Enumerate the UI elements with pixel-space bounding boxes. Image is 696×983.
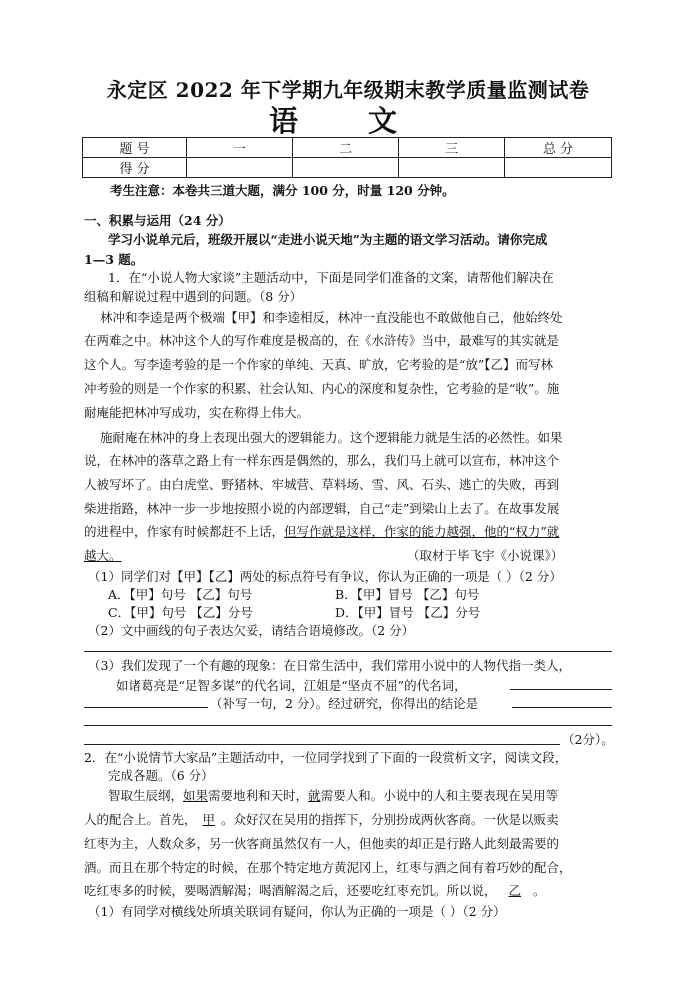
passage-line: 人被写坏了。由白虎堂、野猪林、牢城营、草料场、雪、风、石头、逃亡的失败，再到 bbox=[84, 477, 560, 492]
score-cell bbox=[399, 158, 505, 178]
option-a: A．【甲】句号 【乙】句号 bbox=[108, 587, 253, 602]
passage-line: 红枣为主，人数众多，另一伙客商虽然仅有一人，但他卖的却正是行路人此刻最需要的 bbox=[84, 836, 560, 851]
exam-notice: 考生注意：本卷共三道大题，满分 100 分，时量 120 分钟。 bbox=[110, 183, 455, 198]
score-cell bbox=[292, 158, 399, 178]
passage-line: 在两难之中。林冲这个人的写作难度是极高的，在《水浒传》当中，最难写的其实就是 bbox=[84, 333, 560, 348]
section-intro: 1—3 题。 bbox=[84, 252, 144, 267]
passage-text: 智取生辰纲， bbox=[108, 788, 184, 803]
question-1-1: （1）同学们对【甲】【乙】两处的标点符号有争议，你认为正确的一项是（ ）（2 分） bbox=[88, 569, 562, 584]
passage-line bbox=[84, 881, 546, 899]
question-1-3: 如诸葛亮是“足智多谋”的代名词，江姐是“坚贞不屈”的代名词， bbox=[116, 678, 467, 693]
option-b: B．【甲】冒号 【乙】句号 bbox=[335, 587, 480, 602]
passage-line: 酒。而且在那个特定的时候，在那个特定地方黄泥冈上，红枣与酒之间有着巧妙的配合， bbox=[84, 860, 572, 875]
question-1-stem: 1．在“小说人物大家谈”主题活动中，下面是同学们准备的文案，请帮他们解决在 bbox=[108, 270, 554, 285]
answer-line[interactable] bbox=[84, 725, 612, 726]
passage-text: 人的配合上。首先， bbox=[84, 812, 197, 827]
score-cell: 二 bbox=[292, 138, 399, 158]
passage-line: 耐庵能把林冲写成功，实在称得上伟大。 bbox=[84, 405, 310, 420]
passage-line bbox=[84, 810, 559, 828]
question-1-3-score: （2分）。 bbox=[562, 732, 614, 747]
score-cell: 一 bbox=[186, 138, 292, 158]
passage-text: 需要地利和天时， bbox=[208, 788, 309, 803]
score-cell bbox=[505, 158, 612, 178]
section-intro: 学习小说单元后，班级开展以“走进小说天地”为主题的语文学习活动。请你完成 bbox=[108, 232, 548, 247]
passage-line: 说，在林冲的落草之路上有一样东西是偶然的，那么，我们马上就可以宣布，林冲这个 bbox=[84, 453, 560, 468]
question-1-3: （补写一句，2 分）。经过研究，你得出的结论是 bbox=[210, 696, 479, 711]
underlined-word: 就 bbox=[308, 788, 321, 803]
option-d: D．【甲】冒号 【乙】分号 bbox=[335, 605, 481, 620]
exam-title: 永定区 2022 年下学期九年级期末教学质量监测试卷 bbox=[106, 78, 590, 102]
question-1-2: （2）文中画线的句子表达欠妥，请结合语境修改。（2 分） bbox=[88, 623, 415, 638]
option-c: C．【甲】句号 【乙】分号 bbox=[108, 605, 253, 620]
question-2-1: （1）有同学对横线处所填关联词有疑问，你认为正确的一项是（ ）（2 分） bbox=[88, 904, 506, 919]
answer-blank[interactable] bbox=[510, 689, 612, 690]
passage-source: （取材于毕飞宇《小说课》） bbox=[407, 548, 564, 563]
score-cell: 得 分 bbox=[83, 158, 187, 178]
answer-line[interactable] bbox=[84, 651, 612, 652]
subject-title: 语 文 bbox=[268, 104, 428, 138]
score-table-header-row bbox=[83, 138, 612, 158]
question-1-stem: 组稿和解说过程中遇到的问题。（8 分） bbox=[84, 289, 303, 304]
question-2-stem: 完成各题。（6 分） bbox=[108, 768, 214, 783]
passage-line: 冲考验的则是一个作家的积累、社会认知、内心的深度和复杂性，它考验的是“收”。施 bbox=[84, 381, 560, 396]
passage-text: 。众好汉在吴用的指挥下，分别扮成两伙客商。一伙是以贩卖 bbox=[221, 812, 559, 827]
question-1-3: （3）我们发现了一个有趣的现象：在日常生活中，我们常用小说中的人物代指一类人， bbox=[88, 658, 571, 673]
answer-blank[interactable] bbox=[84, 707, 208, 708]
section-heading: 一、积累与运用（24 分） bbox=[84, 213, 231, 228]
score-table bbox=[82, 137, 612, 178]
score-cell bbox=[186, 158, 292, 178]
passage-text: 的进程中，作家有时候都赶不上话， bbox=[84, 524, 285, 539]
blank-jia[interactable]: 甲 bbox=[202, 812, 216, 827]
question-2-stem: 2．在“小说情节大家品”主题活动中，一位同学找到了下面的一段赏析文字，阅读文段， bbox=[84, 750, 568, 765]
score-cell: 题 号 bbox=[83, 138, 187, 158]
passage-text: 。 bbox=[533, 883, 546, 898]
answer-line[interactable] bbox=[84, 744, 560, 745]
passage-line bbox=[108, 786, 558, 804]
score-table-score-row bbox=[83, 158, 612, 178]
blank-yi[interactable]: 乙 bbox=[508, 883, 522, 898]
passage-line: 施耐庵在林冲的身上表现出强大的逻辑能力。这个逻辑能力就是生活的必然性。如果 bbox=[100, 430, 563, 445]
passage-line: 柴进指路，林冲一步一步地按照小说的内部逻辑，自己“走”到梁山上去了。在故事发展 bbox=[84, 501, 560, 516]
passage-line: 林冲和李逵是两个极端【甲】和李逵相反，林冲一直没能也不敢做他自己，他始终处 bbox=[100, 310, 563, 325]
underlined-sentence: 越大。 bbox=[84, 548, 122, 563]
passage-line: 这个人。写李逵考验的是一个作家的单纯、天真、旷放，它考验的是“放”【乙】而写林 bbox=[84, 357, 554, 372]
answer-blank[interactable] bbox=[512, 707, 612, 708]
passage-text: 需要人和。小说中的人和主要表现在吴用等 bbox=[320, 788, 559, 803]
score-cell: 总 分 bbox=[505, 138, 612, 158]
underlined-word: 如果 bbox=[183, 788, 209, 803]
score-cell: 三 bbox=[399, 138, 505, 158]
passage-line bbox=[84, 522, 559, 540]
passage-text: 吃红枣多的时候，要喝酒解渴；喝酒解渴之后，还要吃红枣充饥。所以说， bbox=[84, 883, 497, 898]
underlined-sentence: 但写作就是这样，作家的能力越强，他的“权力”就 bbox=[284, 524, 560, 539]
